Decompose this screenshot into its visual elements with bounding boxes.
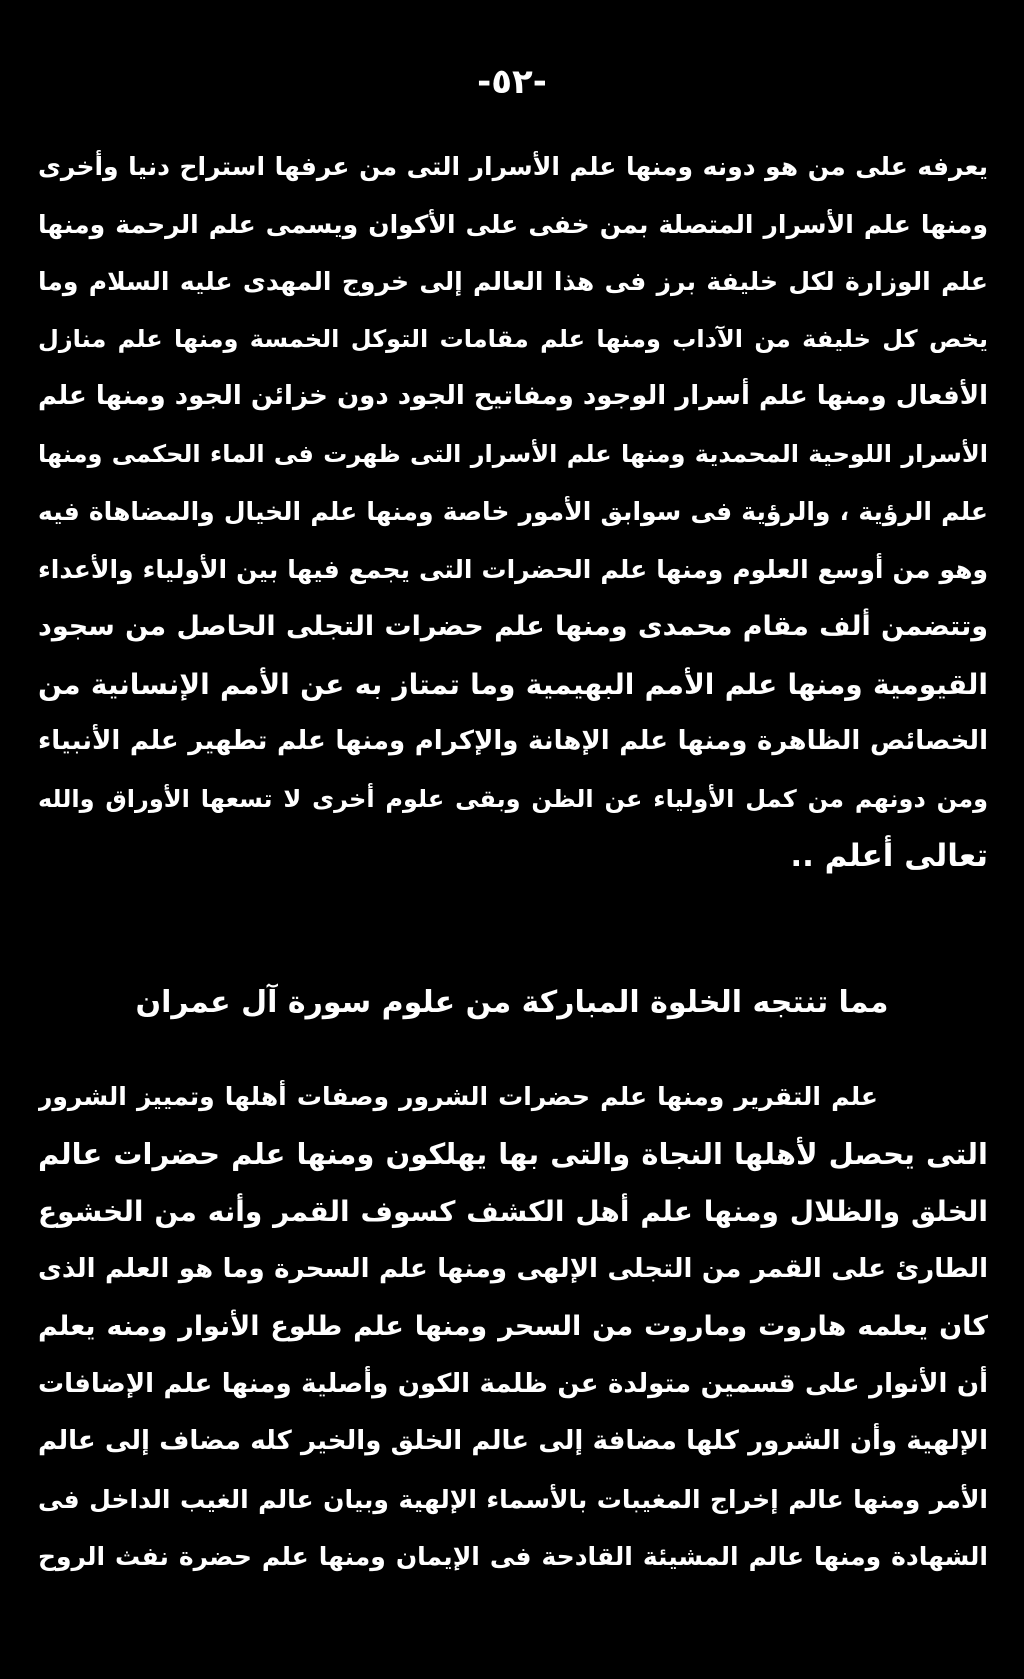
text-line: الأفعال ومنها علم أسرار الوجود ومفاتيح الجود دون خزائن الجود ومنها علم bbox=[38, 381, 988, 411]
text-line: علم الوزارة لكل خليفة برز فى هذا العالم إلى خروج المهدى عليه السلام وما bbox=[38, 267, 988, 296]
text-line: يعرفه على من هو دونه ومنها علم الأسرار التى من عرفها استراح دنيا وأخرى bbox=[38, 152, 988, 181]
text-line: علم الرؤية ، والرؤية فى سوابق الأمور خاصة ومنها علم الخيال والمضاهاة فيه bbox=[38, 497, 988, 526]
paragraph-2 bbox=[38, 1068, 988, 1586]
text-line: الأمر ومنها عالم إخراج المغيبات بالأسماء الإلهية وبيان عالم الغيب الداخل فى bbox=[38, 1484, 988, 1514]
text-line: الخلق والظلال ومنها علم أهل الكشف كسوف القمر وأنه من الخشوع bbox=[38, 1195, 988, 1228]
text-line: الأسرار اللوحية المحمدية ومنها علم الأسرار التى ظهرت فى الماء الحكمى ومنها bbox=[38, 439, 988, 468]
text-line: الشهادة ومنها عالم المشيئة القادحة فى الإيمان ومنها علم حضرة نفث الروح bbox=[38, 1542, 988, 1571]
text-line: الإلهية وأن الشرور كلها مضافة إلى عالم الخلق والخير كله مضاف إلى عالم bbox=[38, 1426, 988, 1456]
text-line: التى يحصل لأهلها النجاة والتى بها يهلكون ومنها علم حضرات عالم bbox=[38, 1136, 988, 1171]
text-line: علم التقرير ومنها علم حضرات الشرور وصفات أهلها وتمييز الشرور bbox=[38, 1082, 878, 1111]
text-line: ومن دونهم من كمل الأولياء عن الظن وبقى علوم أخرى لا تسعها الأوراق والله bbox=[38, 784, 988, 813]
text-line: الطارئ على القمر من التجلى الإلهى ومنها علم السحرة وما هو العلم الذى bbox=[38, 1253, 988, 1284]
text-line: تعالى أعلم .. bbox=[790, 838, 988, 874]
text-line: كان يعلمه هاروت وماروت من السحر ومنها علم طلوع الأنوار ومنه يعلم bbox=[38, 1311, 988, 1342]
text-line: يخص كل خليفة من الآداب ومنها علم مقامات التوكل الخمسة ومنها علم منازل bbox=[38, 324, 988, 353]
paragraph-1 bbox=[38, 138, 988, 886]
text-line: ومنها علم الأسرار المتصلة بمن خفى على الأكوان ويسمى علم الرحمة ومنها bbox=[38, 209, 988, 239]
text-line: أن الأنوار على قسمين متولدة عن ظلمة الكون وأصلية ومنها علم الإضافات bbox=[38, 1368, 988, 1399]
page-number: -٥٢- bbox=[477, 62, 547, 102]
section-heading: مما تنتجه الخلوة المباركة من علوم سورة آل عمران bbox=[135, 985, 889, 1020]
text-line: وهو من أوسع العلوم ومنها علم الحضرات التى يجمع فيها بين الأولياء والأعداء bbox=[38, 554, 988, 584]
text-line: الخصائص الظاهرة ومنها علم الإهانة والإكرام ومنها علم تطهير علم الأنبياء bbox=[38, 726, 988, 756]
text-line: وتتضمن ألف مقام محمدى ومنها علم حضرات التجلى الحاصل من سجود bbox=[38, 611, 988, 642]
text-line: القيومية ومنها علم الأمم البهيمية وما تمتاز به عن الأمم الإنسانية من bbox=[38, 667, 988, 701]
